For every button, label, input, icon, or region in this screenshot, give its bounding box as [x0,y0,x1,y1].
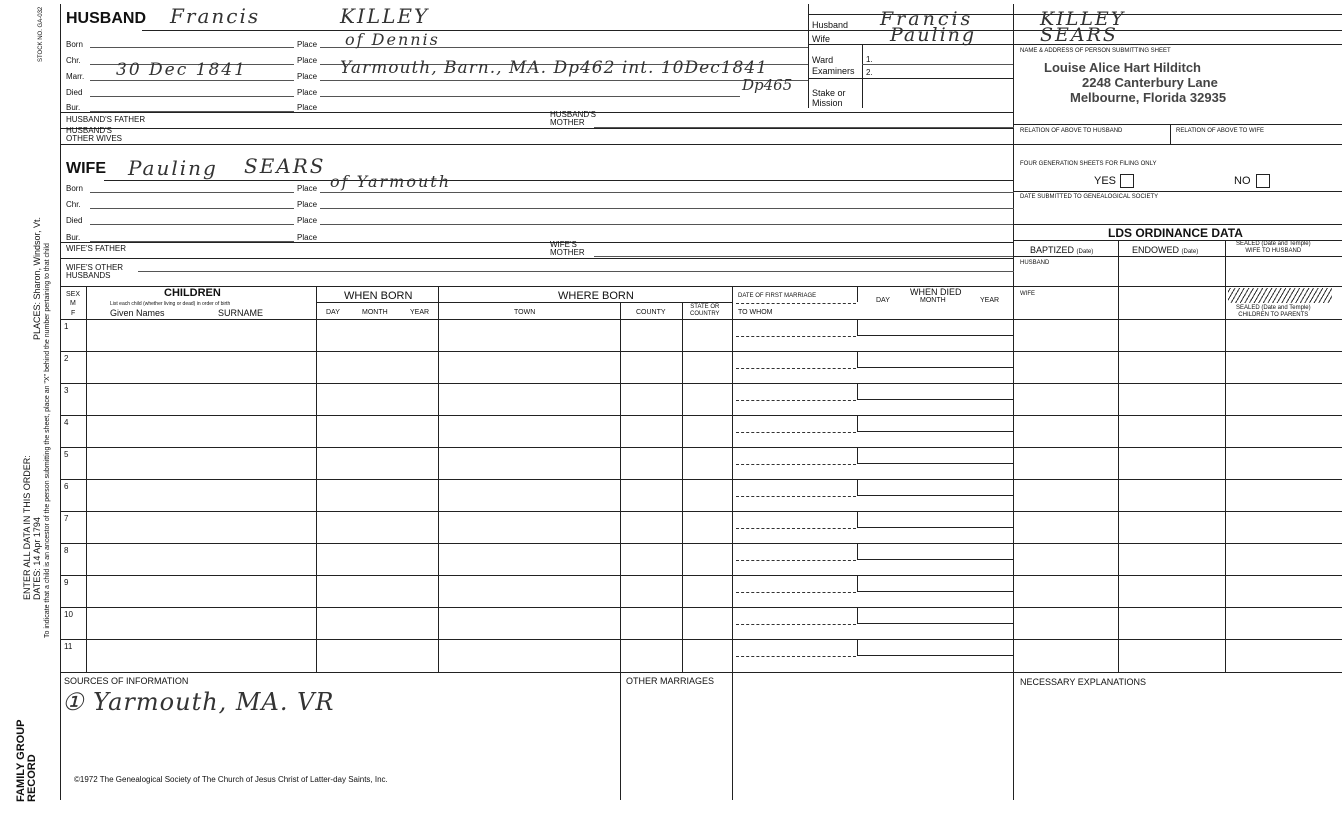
wife-born-place: of Yarmouth [330,172,451,191]
side-dates-example: DATES: 14 Apr 1794 [32,517,42,600]
examiners-label: Examiners [812,66,855,76]
child-row-number: 1 [64,322,69,331]
when-died-header: WHEN DIED [910,287,962,297]
submitter-street: 2248 Canterbury Lane [1082,75,1218,90]
temple-box-left [808,4,809,108]
when-born-header: WHEN BORN [344,290,413,302]
yes-checkbox[interactable] [1120,174,1134,188]
temple-husband-label: Husband [812,20,849,30]
child-row-number: 4 [64,418,69,427]
wife-died-label: Died [66,216,83,225]
husband-given-name: Francis [170,4,261,28]
four-gen-label: FOUR GENERATION SHEETS FOR FILING ONLY [1020,161,1157,167]
state-country-header: STATE OR COUNTRY [690,304,720,317]
wifes-father-label: WIFE'S FATHER [66,244,127,253]
ward-divider [862,44,863,108]
sex-header: SEX [66,291,81,298]
wife-died-place-label: Place [297,216,318,225]
wife-label: WIFE [66,160,106,177]
submitter-city: Melbourne, Florida 32935 [1070,90,1227,105]
necessary-explanations-label: NECESSARY EXPLANATIONS [1020,677,1147,687]
submitter-label: NAME & ADDRESS OF PERSON SUBMITTING SHEET [1020,48,1171,54]
husband-surname: KILLEY [340,4,430,28]
temple-wife-given: Pauling [890,24,977,46]
wife-bur-label: Bur. [66,233,81,242]
stake-mission-label: Stake or Mission [812,88,846,108]
husband-chr-place-label: Place [297,56,318,65]
hatched-area [1228,288,1332,303]
child-row-number: 2 [64,354,69,363]
husband-marr-label: Marr. [66,72,85,81]
wife-bur-place-label: Place [297,233,318,242]
sources-entry: ① Yarmouth, MA. VR [62,688,335,716]
husband-died-label: Died [66,88,83,97]
child-row-number: 5 [64,450,69,459]
baptized-header: BAPTIZED (Date) [1030,245,1094,255]
children-note: List each child (whether living or dead) in order of birth [110,301,231,307]
lds-wife-label: WIFE [1020,291,1035,297]
temple-husband-surname: KILLEY [1040,8,1126,30]
sex-m-header: M [70,300,76,307]
side-ancestor-note: To indicate that a child is an ancestor of the person submitting the sheet, place an "X" behind the number pertaining to that child [44,243,51,638]
lds-title: LDS ORDINANCE DATA [1108,226,1243,240]
husband-born-place: of Dennis [345,30,440,49]
side-instructions: ENTER ALL DATA IN THIS ORDER: [22,455,32,600]
husband-marr-ref: Dp465 [742,76,793,94]
to-whom-header: TO WHOM [738,309,773,316]
husband-marr-place-label: Place [297,72,318,81]
wife-given-name: Pauling [128,156,218,180]
other-marriages-label: OTHER MARRIAGES [626,676,715,686]
sex-f-header: F [71,310,76,317]
husband-born-label: Born [66,40,83,49]
husband-died-place-label: Place [297,88,318,97]
child-row-number: 7 [64,514,69,523]
husbands-other-wives-label: HUSBAND'S OTHER WIVES [66,126,123,143]
died-year-header: YEAR [980,297,1000,304]
left-border [60,4,61,800]
born-month-header: MONTH [362,309,388,316]
died-month-header: MONTH [920,297,946,304]
husband-chr-label: Chr. [66,56,81,65]
husband-marr-date: 30 Dec 1841 [116,60,247,80]
no-checkbox[interactable] [1256,174,1270,188]
wifes-other-husbands-label: WIFE'S OTHER HUSBANDS [66,263,124,280]
born-day-header: DAY [326,309,340,316]
husband-label: HUSBAND [66,10,146,27]
copyright: ©1972 The Genealogical Society of The Church of Jesus Christ of Latter-day Saints, Inc. [74,775,388,784]
husband-bur-place-label: Place [297,103,318,112]
children-header: CHILDREN [164,287,221,299]
wife-surname: SEARS [244,154,326,178]
wifes-mother-label: WIFE'S MOTHER [550,240,585,257]
side-places-example: PLACES: Sharon, Windsor, Vt. [32,216,42,340]
examiner-2: 2. [866,68,873,77]
died-day-header: DAY [876,297,890,304]
town-header: TOWN [514,309,536,316]
wife-born-place-label: Place [297,184,318,193]
child-row-number: 8 [64,546,69,555]
endowed-header: ENDOWED (Date) [1132,245,1199,255]
date-submitted-label: DATE SUBMITTED TO GENEALOGICAL SOCIETY [1020,194,1159,200]
husbands-father-label: HUSBAND'S FATHER [66,115,146,124]
wife-chr-label: Chr. [66,200,81,209]
examiner-1: 1. [866,55,873,64]
temple-husband-given: Francis [880,8,974,30]
relation-husband-label: RELATION OF ABOVE TO HUSBAND [1020,128,1123,134]
husband-bur-label: Bur. [66,103,81,112]
husband-marr-place: Yarmouth, Barn., MA. Dp462 int. 10Dec1841 [340,58,768,78]
wife-born-label: Born [66,184,83,193]
sealed-children-header: SEALED (Date and Temple) CHILDREN TO PARENTS [1236,305,1311,318]
no-label: NO [1234,175,1251,187]
submitter-name: Louise Alice Hart Hilditch [1044,60,1201,75]
county-header: COUNTY [636,309,666,316]
lds-husband-label: HUSBAND [1020,260,1050,266]
sources-label: SOURCES OF INFORMATION [64,676,189,686]
given-names-header: Given Names [110,308,165,318]
stock-number: STOCK NO. GA-032 [38,6,44,62]
child-row-number: 9 [64,578,69,587]
where-born-header: WHERE BORN [558,290,634,302]
husbands-mother-label: HUSBAND'S MOTHER [550,110,596,127]
child-row-number: 6 [64,482,69,491]
yes-label: YES [1094,175,1117,187]
form-side-title: FAMILY GROUP RECORD [15,719,38,802]
child-row-number: 11 [64,642,73,651]
sealed-wife-header: SEALED (Date and Temple) WIFE TO HUSBAND [1236,241,1311,254]
relation-wife-label: RELATION OF ABOVE TO WIFE [1176,128,1265,134]
first-marriage-header: DATE OF FIRST MARRIAGE [738,293,817,299]
husband-born-place-label: Place [297,40,318,49]
born-year-header: YEAR [410,309,430,316]
temple-wife-label: Wife [812,34,830,44]
ward-label: Ward [812,55,834,65]
temple-wife-surname: SEARS [1040,24,1118,46]
wife-chr-place-label: Place [297,200,318,209]
child-row-number: 3 [64,386,69,395]
surname-header: SURNAME [218,308,264,318]
child-row-number: 10 [64,610,73,619]
